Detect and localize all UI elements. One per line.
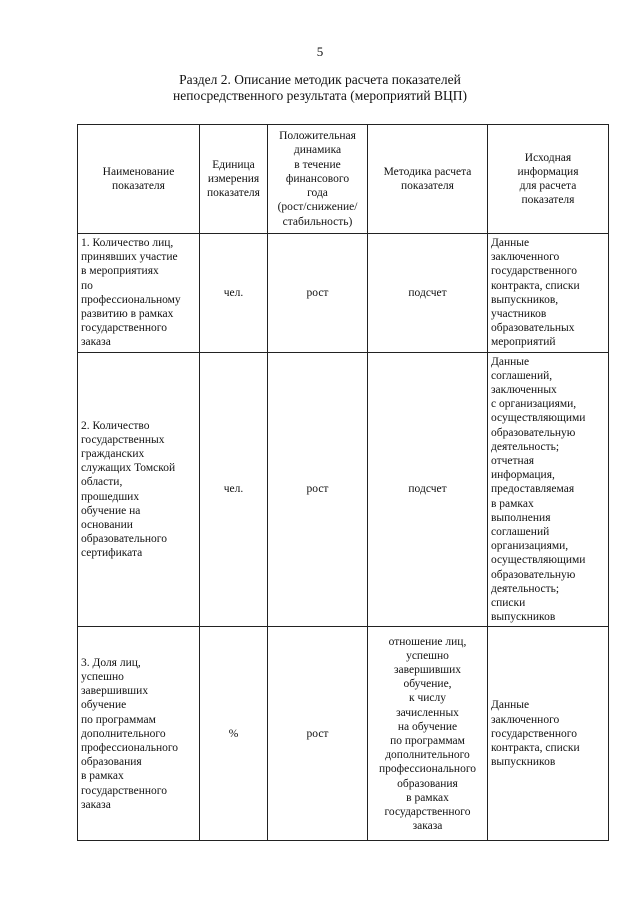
table-header-row	[78, 125, 609, 234]
header-dynamics: Положительная динамика в течение финансового года (рост/снижение/ стабильность)	[268, 125, 368, 234]
cell-method: подсчет	[368, 234, 488, 353]
header-indicator-name: Наименование показателя	[78, 125, 200, 234]
page-number: 5	[316, 44, 324, 59]
header-source: Исходная информация для расчета показателя	[488, 125, 609, 234]
table-row	[78, 627, 609, 841]
indicators-table	[77, 124, 609, 841]
cell-indicator-name: 1. Количество лиц, принявших участие в мероприятиях по профессиональному развитию в рамках государственного заказа	[78, 234, 200, 353]
section-title-line-1: Раздел 2. Описание методик расчета показателей	[179, 72, 461, 87]
cell-source: Данные соглашений, заключенных с организациями, осуществляющими образовательную деятельность; отчетная информация, предоставляемая в рамках выполнения соглашений организациями, осуществляющими образовательную деятельность; списки выпускников	[488, 352, 609, 627]
cell-indicator-name: 3. Доля лиц, успешно завершивших обучение по программам дополнительного профессионального образования в рамках государственного заказа	[78, 627, 200, 841]
cell-method: подсчет	[368, 352, 488, 627]
table-row	[78, 352, 609, 627]
cell-indicator-name: 2. Количество государственных гражданских служащих Томской области, прошедших обучение на основании образовательного сертификата	[78, 352, 200, 627]
section-title	[0, 72, 640, 104]
cell-dynamics: рост	[268, 627, 368, 841]
cell-source: Данные заключенного государственного контракта, списки выпускников, участников образовательных мероприятий	[488, 234, 609, 353]
cell-source: Данные заключенного государственного контракта, списки выпускников	[488, 627, 609, 841]
cell-unit: чел.	[200, 352, 268, 627]
cell-dynamics: рост	[268, 352, 368, 627]
table-row	[78, 234, 609, 353]
section-title-line-2: непосредственного результата (мероприятий ВЦП)	[173, 88, 467, 103]
cell-dynamics: рост	[268, 234, 368, 353]
header-method: Методика расчета показателя	[368, 125, 488, 234]
cell-method: отношение лиц, успешно завершивших обучение, к числу зачисленных на обучение по программам дополнительного профессионального образования в рамках государственного заказа	[368, 627, 488, 841]
cell-unit: %	[200, 627, 268, 841]
cell-unit: чел.	[200, 234, 268, 353]
header-unit: Единица измерения показателя	[200, 125, 268, 234]
